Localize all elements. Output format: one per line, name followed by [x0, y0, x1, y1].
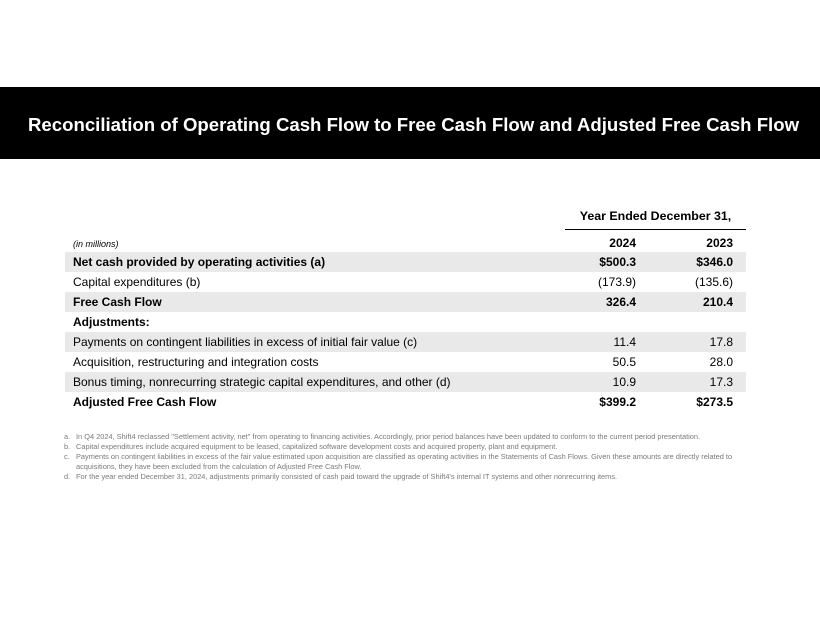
value-2023: 28.0	[709, 355, 733, 369]
value-2023: 210.4	[702, 295, 733, 309]
value-2024: $500.3	[599, 255, 636, 269]
table-row	[65, 352, 746, 372]
table-row	[65, 272, 746, 292]
row-label: Adjustments:	[73, 315, 150, 329]
period-rule	[565, 229, 746, 230]
footnote	[64, 452, 754, 472]
row-label: Capital expenditures (b)	[73, 275, 201, 289]
value-2023: 17.3	[709, 375, 733, 389]
value-2024: $399.2	[599, 395, 636, 409]
row-label: Net cash provided by operating activities (a)	[73, 255, 326, 269]
row-label: Bonus timing, nonrecurring strategic capital expenditures, and other (d)	[73, 375, 451, 389]
footnote	[64, 432, 754, 442]
value-2024: 10.9	[612, 375, 636, 389]
value-2024: 11.4	[613, 335, 636, 349]
table-row	[65, 252, 746, 272]
table-row	[65, 292, 746, 312]
footnote-marker: a.	[64, 432, 71, 441]
footnote-text: Capital expenditures include acquired equipment to be leased, capitalized software development costs and acquired property, plant and equipment.	[76, 442, 558, 451]
table-row	[65, 372, 746, 392]
footnote-text: In Q4 2024, Shift4 reclassed "Settlement activity, net" from operating to financing activities. Accordingly, prior period balances have been updated to conform to the current period presentation.	[76, 432, 701, 441]
value-2023: $273.5	[696, 395, 733, 409]
table-row	[65, 392, 746, 412]
footnote-text: Payments on contingent liabilities in excess of the fair value estimated upon acquisition are classified as operating activities in the Statements of Cash Flows. Given these amounts are directly related to acquisitions, they have been excluded from the calculation of Adjusted Free Cash Flow.	[76, 452, 733, 471]
footnote-marker: b.	[64, 442, 71, 451]
column-header-2024: 2024	[609, 236, 636, 250]
table-row	[65, 332, 746, 352]
footnote	[64, 442, 754, 452]
value-2023: $346.0	[696, 255, 733, 269]
footnote-text: For the year ended December 31, 2024, adjustments primarily consisted of cash paid toward the upgrade of Shift4's internal IT systems and other nonrecurring items.	[76, 472, 618, 481]
page-title: Reconciliation of Operating Cash Flow to Free Cash Flow and Adjusted Free Cash Flow	[28, 114, 800, 135]
value-2024: (173.9)	[597, 275, 636, 289]
footnote-marker: c.	[64, 452, 70, 461]
footnotes	[64, 432, 754, 482]
row-label: Acquisition, restructuring and integration costs	[73, 355, 319, 369]
value-2024: 326.4	[605, 295, 636, 309]
value-2023: (135.6)	[694, 275, 733, 289]
reconciliation-table	[65, 252, 746, 412]
column-header-2023: 2023	[706, 236, 733, 250]
period-header: Year Ended December 31,	[579, 209, 732, 223]
value-2024: 50.5	[612, 355, 636, 369]
footnote-marker: d.	[64, 472, 71, 481]
title-banner	[0, 87, 820, 159]
table-row	[65, 312, 746, 332]
units-label: (in millions)	[73, 239, 119, 249]
footnote	[64, 472, 754, 482]
value-2023: 17.8	[709, 335, 733, 349]
row-label: Payments on contingent liabilities in excess of initial fair value (c)	[73, 335, 418, 349]
row-label: Adjusted Free Cash Flow	[73, 395, 217, 409]
row-label: Free Cash Flow	[73, 295, 162, 309]
